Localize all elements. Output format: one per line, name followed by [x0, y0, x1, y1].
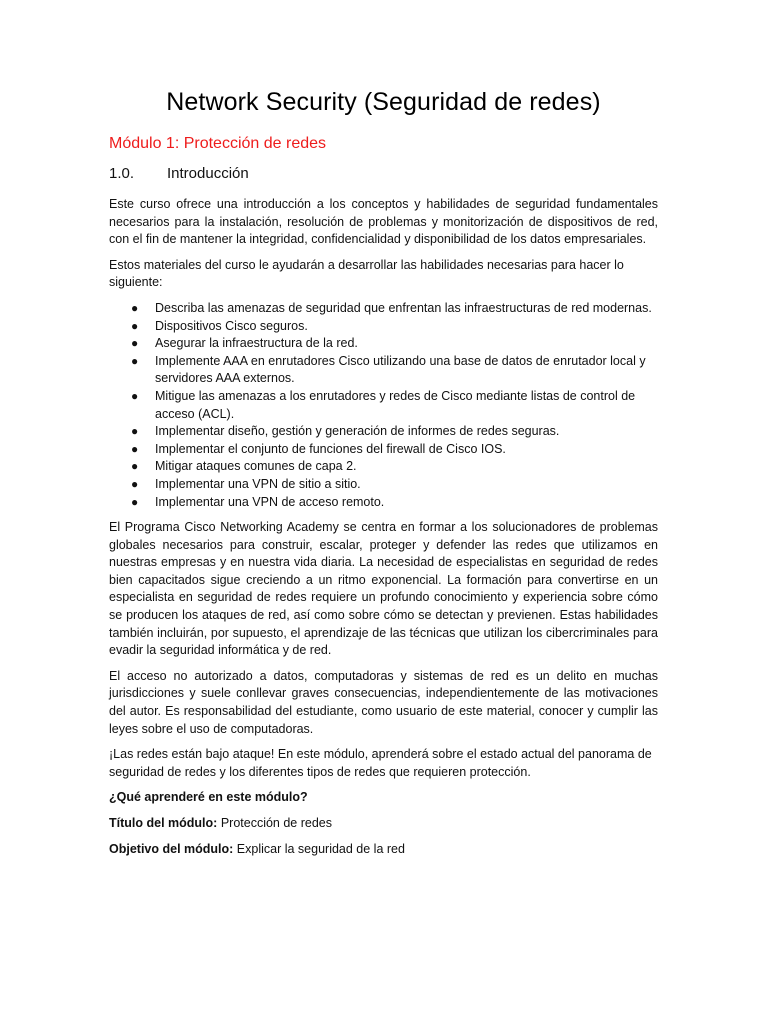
- bullet-icon: ●: [131, 388, 139, 403]
- module-heading: Módulo 1: Protección de redes: [109, 135, 327, 152]
- access-paragraph: El acceso no autorizado a datos, computadoras y sistemas de red es un delito en muchas jurisdicciones y suele conllevar graves consecuencias, independientemente de las motivaciones del autor. Es responsabilidad del estudiante, como usuario de este material, conocer y cumplir las leyes sobre el uso de computadoras.: [109, 668, 658, 736]
- bullet-icon: ●: [131, 424, 139, 439]
- attack-paragraph: ¡Las redes están bajo ataque! En este módulo, aprenderá sobre el estado actual del panorama de seguridad de redes y los diferentes tipos de redes que requieren protección.: [109, 747, 652, 779]
- bullet-icon: ●: [131, 318, 139, 333]
- document-page: [109, 84, 658, 866]
- document-title: Network Security (Seguridad de redes): [166, 88, 601, 116]
- academy-paragraph: El Programa Cisco Networking Academy se centra en formar a los solucionadores de problemas globales necesarios para construir, escalar, proteger y defender las redes que utilizamos en nuestras empresas y en nuestra vida diaria. La necesidad de especialistas en seguridad de redes bien capacitados sigue creciendo a un ritmo exponencial. La formación para convertirse en un especialista en seguridad de redes requiere un profundo conocimiento y experiencia sobre cómo se producen los ataques de red, así como sobre cómo se detectan y previenen. Estas habilidades también incluirán, por supuesto, el aprendizaje de las técnicas que utilizan los cibercriminales para evadir la seguridad informática y de red.: [109, 520, 658, 658]
- module-objective-line: [109, 841, 658, 859]
- list-item: ● Implemente AAA en enrutadores Cisco utilizando una base de datos de enrutador local y servidores AAA externos.: [131, 353, 646, 386]
- objectives-list: [109, 300, 658, 511]
- module-title-line: [109, 815, 658, 833]
- bullet-icon: ●: [131, 476, 139, 491]
- bullet-icon: ●: [131, 336, 139, 351]
- section-title: Introducción: [167, 165, 249, 182]
- list-item: ● Describa las amenazas de seguridad que enfrentan las infraestructuras de red modernas.: [109, 300, 658, 318]
- bullet-icon: ●: [131, 441, 139, 456]
- module-objective-value: Explicar la seguridad de la red: [236, 841, 405, 856]
- list-item: ● Mitigue las amenazas a los enrutadores y redes de Cisco mediante listas de control de acceso (ACL).: [131, 388, 636, 421]
- module-objective-label: Objetivo del módulo:: [109, 841, 234, 856]
- list-item: ● Mitigar ataques comunes de capa 2.: [109, 458, 658, 476]
- intro-paragraph: Este curso ofrece una introducción a los conceptos y habilidades de seguridad fundamentales necesarios para la instalación, resolución de problemas y monitorización de dispositivos de red, con el fin de mantener la integridad, confidencialidad y disponibilidad de los datos empresariales.: [109, 197, 658, 247]
- materials-paragraph: Estos materiales del curso le ayudarán a desarrollar las habilidades necesarias para hacer lo siguiente:: [109, 257, 624, 290]
- list-item: ● Implementar una VPN de sitio a sitio.: [109, 476, 658, 494]
- bullet-icon: ●: [131, 300, 139, 315]
- question-heading: ¿Qué aprenderé en este módulo?: [109, 790, 308, 805]
- list-item: ● Implementar diseño, gestión y generación de informes de redes seguras.: [109, 423, 658, 441]
- list-item: ● Implementar una VPN de acceso remoto.: [109, 494, 658, 512]
- bullet-icon: ●: [131, 459, 139, 474]
- section-number: 1.0.: [109, 165, 135, 182]
- list-item: ● Asegurar la infraestructura de la red.: [109, 335, 658, 353]
- bullet-icon: ●: [131, 353, 139, 368]
- module-title-label: Título del módulo:: [109, 816, 218, 830]
- list-item: ● Dispositivos Cisco seguros.: [109, 318, 658, 336]
- list-item: ● Implementar el conjunto de funciones del firewall de Cisco IOS.: [109, 441, 658, 459]
- module-title-value: Protección de redes: [220, 816, 332, 830]
- bullet-icon: ●: [131, 494, 139, 509]
- section-heading: [109, 164, 658, 184]
